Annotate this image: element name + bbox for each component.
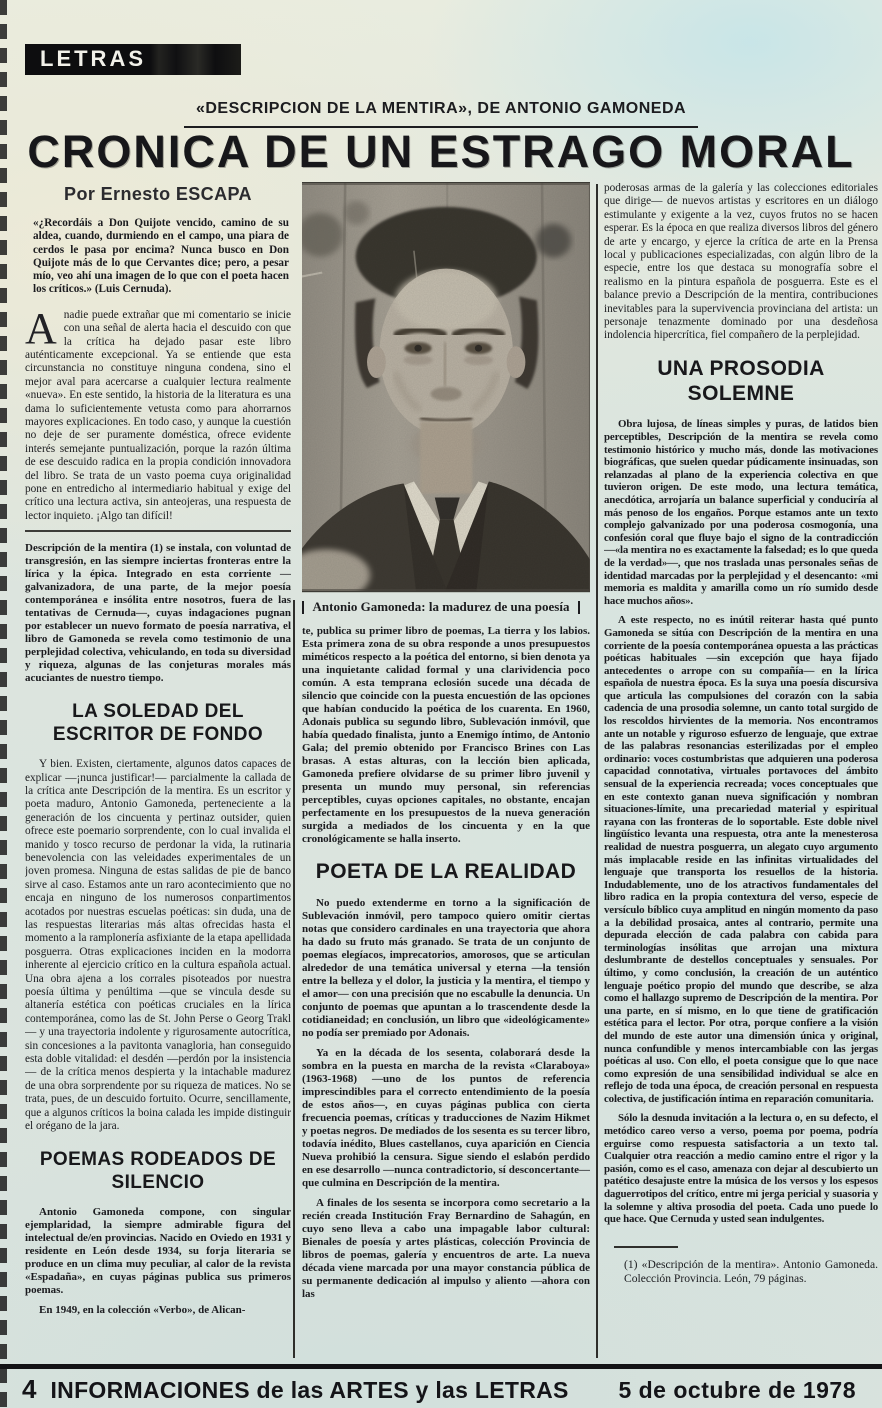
section-label: LETRAS [40, 46, 146, 71]
footnote-rule [614, 1246, 678, 1248]
paragraph: poderosas armas de la galería y las colecciones editoriales que dirige— de nuevos artistas y escritores en un diálogo estimulante y exigente a la vez, cuyos frutos no se hacen esperar. Es la época en que realiza diversos libros del género de arte y encargo, y ejerce la crítica de arte en la Prensa local y publicaciones especializadas, con algún libro de la especie, entre los que destaca su monografía sobre el realismo en la pintura española de posguerra. Este es el balance previo a Descripción de la mentira, contribuciones inevitables para la supervivencia provinciana del artista: un personaje tenazmente dominado por una desdeñosa indolencia hipercrítica, fiel compañero de la perplejidad. [604, 182, 878, 342]
photo-caption-text: Antonio Gamoneda: la madurez de una poesía [312, 599, 570, 614]
headline: CRONICA DE UN ESTRAGO MORAL [27, 126, 855, 177]
paragraph: Descripción de la mentira (1) se instala, con voluntad de transgresión, en las siempre inciertas fronteras entre la lírica y la épica. Integrado en esta corriente —galvanizadora, de una parte, de la mejor poesía contemporánea e insólita entre nosotros, fuera de las tentativas de Cernuda—, cuyas indagaciones pugnan por establecer un nuevo formato de poesía narrativa, el libro de Gamoneda se revela como testimonio de una perplejidad colectiva, vehiculando, en toda su diversidad y riqueza, algunas de las conjeturas morales más acuciantes de nuestro tiempo. [25, 542, 291, 685]
column-divider-rule [25, 530, 291, 532]
column-middle [302, 182, 590, 1360]
epigraph-quote: «¿Recordáis a Don Quijote vencido, camino de su aldea, cuando, durmiendo en el campo, una piara de cerdos le pasa por encima? Nunca busco en Don Quijote más de lo que Cervantes dice; pero, a pesar mío, veo ahí una imagen de lo que con el poeta hacen los críticos.» (Luis Cernuda). [33, 217, 289, 296]
paragraph: Y bien. Existen, ciertamente, algunos datos capaces de explicar —¡nunca justificar!— parcialmente la callada de la crítica ante Descripción de la mentira. Es un escritor y poeta maduro, Antonio Gamoneda, perteneciente a la generación de los cincuenta y pertinaz outsider, quien ofrece este poemario sorprendente, con lo cual invalida el manido y tosco recurso de perdonar la vida, la rutinaria benevolencia con las veleidades experimentales de un joven promesa. Ninguna de estas salidas de pie de banco sirve al caso. Estamos ante un raro acontecimiento que no encaja en ninguno de los numerosos conpartimentos acotados por nuestras escuelas poéticas: sin duda, una de las respuestas literarias más altas ofrecidas hasta el momento a la ramplonería asfixiante de la etapa apellidada posguerra. Otras explicaciones inciden en la modorra inherente al ejercicio crítico en la cultura española actual. Una obra ajena a los corrales pisoteados por nuestra poesía última y penúltima —que se vincula desde su altanería estética con poéticas cruciales en la lírica contemporánea, como las de St. John Perse o Georg Trakl— y una trayectoria indolente y rigurosamente autocrítica, sin concesiones a la pavitonta vanagloria, han conseguido esta doble vitalidad: el desdén —perdón por la insistencia— de la crítica menos despierta y la intachable madurez de una obra sorprendente por su riqueza de matices. No se trata, pues, de un descuido fortuito. Ocurre, sencillamente, que a algunos críticos la boina calada les impide distinguir el orégano de la jara. [25, 758, 291, 1133]
section-label-box [25, 44, 241, 75]
paragraph: Sólo la desnuda invitación a la lectura o, en su defecto, el metódico careo verso a verso, poema por poema, podría erguirse como respuesta satisfactoria a un texto tal. Cualquier otra reacción a medio camino entre el rigor y la pasión, como es el caso, amenaza con dejar al descubierto un patético desajuste entre la música de los versos y los espesos daguerrotipos del crítico, entre mi jerga pericial y suasoria y la solemne y altiva prosodia del poeta. Cada uno puede lo que hace. Que Cernuda y usted sean indulgentes. [604, 1112, 878, 1226]
paragraph-lead [25, 303, 291, 524]
column-rule-right [596, 184, 598, 1358]
section-heading-prosodia: UNA PROSODIA SOLEMNE [657, 356, 825, 405]
paragraph: A este respecto, no es inútil reiterar hasta qué punto Gamoneda se sitúa con Descripción de la mentira en una corriente de la poesía contemporánea opuesta a las prácticas poéticas habituales —sin excepción que haya fijado antecedentes o arrope con su compañía— en la lírica española de nuestra época. Es la suya una poesía discursiva que articula las compulsiones del corazón con la sabia cadencia de una prosodia solemne, un canto total surgido de los rescoldos hirvientes de la memoria. Nos encontramos ante un notable y riguroso esfuerzo de lenguaje, que extrae de las palabras resonancias esterilizadas por el empleo ordinario: voces costumbristas que adquieren una poderosa capacidad connotativa, virtuales portavoces del ámbito sensual de la experiencia recreada; voces conceptuales que en este contexto ganan nueva significación y nombran situaciones-límite, una precariedad material y espiritual rayana con las fronteras de lo soportable. Este doble nivel lingüístico levanta una respuesta, otra ante la menesterosa realidad de nuestra posguerra, un alegato cuyo argumento más implacable reside en las infinitas virtualidades del lenguaje que transporta los resuellos de la historia. Indudablemente, uno de los atractivos fundamentales del libro radica en la propia contextura del verso, especie de versículo bíblico cuya amplitud en ningún momento da paso a la debilidad prosaica, antes al contrario, permite una depurada elección de cada palabra con cabida para terminologías insólitas que arrojan una mixtura deslumbrante de destellos conceptuales y sensuales. Por último, y como conclusión, la creación de un auténtico lenguaje poético propio del mundo que describe, se alza como el hallazgo supremo de Descripción de la mentira. Por una parte, en sí mismo, en lo que tiene de gratificación estética para el lector. Por otra, porque confiere a la visión del mundo de este autor una dimensión única y original, nunca confundible y menos intercambiable con las jergas poéticas al uso. Con ello, el poeta consigue que lo que nace como expresión de una sensibilidad individual se alce en reflejo de toda una época, de creación personal en respuesta colectiva, de justificación íntima en reparación comunitaria. [604, 614, 878, 1105]
publication-name: INFORMACIONES de las ARTES y las LETRAS [50, 1377, 569, 1403]
paragraph: En 1949, en la colección «Verbo», de Alican- [39, 1304, 246, 1317]
paragraph: A finales de los sesenta se incorpora como secretario a la recién creada Institución Fray Bernardino de Sahagún, en cuyo seno lleva a cabo una impagable labor cultural: Bienales de poesía y artes plásticas, colección Provincia de libros de poemas, galería y encuentros de arte. La nueva década viene marcada por una mayor constancia pública de su permanente dedicación al impulso y aliento —ahora con las [302, 1196, 590, 1300]
column-right [604, 182, 878, 1360]
caption-right-tick [578, 601, 580, 614]
column-right-flow [604, 182, 878, 1232]
paragraph-lead-text: nadie puede extrañar que mi comentario se inicie con una señal de alerta hacia el descuido con que la crítica ha dejado pasar este libro auténticamente excepcional. Ya se entiende que esta circunstancia no constituye ninguna condena, sino el mejor aval para acercarse a cualquier lectura realmente «nueva». En este sentido, la historia de la literatura es una dama lo suficientemente vetusta como para ahorrarnos mayores explicaciones. En todo caso, y aunque la cuestión no deje de ser puramente doméstica, ofrece evidente interés semejante puntualización, porque la razón última de ese descuido radica en la propia condición innovadora del libro. Se trata de un vasto poema cuya originalidad pone en entredicho al intermediario habitual y exige del crítico una lectura activa, sin anteojeras, una respuesta de lector inquieto. ¡Algo tan difícil! [25, 308, 291, 522]
paragraph: te, publica su primer libro de poemas, La tierra y los labios. Esta primera zona de su obra responde a unos presupuestos miméticos respecto a la poética del entorno, si bien denota ya una inquietante calidad formal y una clarividencia poco común. A esta temprana eclosión sucede una década de silencio que coincide con la puesta encuestión de las opciones que habían conducido la poética de los cuarenta. En 1960, Adonais publica su segundo libro, Sublevación inmóvil, que había quedado finalista, junto a Enemigo íntimo, de Antonio Gala; del premio obtenido por Francisco Brines con Las brasas. A estas alturas, con la lección bien aplicada, Gamoneda prefiere olvidarse de su primer libro juvenil y presenta un mundo muy personal, sin referencias perceptibles, cuyas opciones capitales, no obstante, encajan perfectamente en los presupuestos de la nueva generación surgida a mediados de los cincuenta y en la que cronológicamente se halla inserto. [302, 625, 590, 845]
kicker: «DESCRIPCION DE LA MENTIRA», DE ANTONIO GAMONEDA [184, 100, 698, 128]
footer-rule [0, 1364, 882, 1369]
footer-left [22, 1374, 569, 1405]
section-heading-poemas: POEMAS RODEADOS DE SILENCIO [39, 1149, 277, 1193]
footnote: (1) «Descripción de la mentira». Antonio Gamoneda. Colección Provincia. León, 79 páginas. [624, 1258, 878, 1286]
caption-left-tick [302, 601, 304, 614]
scan-edge-texture [0, 0, 7, 1408]
section-heading-soledad: LA SOLEDAD DEL ESCRITOR DE FONDO [52, 701, 264, 745]
portrait-illustration [302, 183, 590, 591]
byline: Por Ernesto ESCAPA [64, 184, 252, 204]
portrait-photo [302, 182, 590, 592]
section-heading-poeta: POETA DE LA REALIDAD [315, 860, 577, 883]
paragraph: No puedo extenderme en torno a la significación de Sublevación inmóvil, pero tampoco quiero omitir ciertas notas que considero cardinales en una trayectoria que ahora ha dado su fruto más granado. Se trata de un conjunto de poemas elegíacos, imprecatorios, amorosos, que se articulan alrededor de una temática universal y eterna —la tensión entre la belleza y el dolor, la justicia y la mentira, el tiempo y el amor— con una precisión que no escabulle la denuncia. Un conjunto de poemas que apuntan a lo trascendente desde la cotidianeidad; en conclusión, un libro que «ideológicamente» no podía ser premiado por Adonais. [302, 896, 590, 1039]
photo-caption [302, 599, 590, 615]
drop-cap: A [25, 303, 57, 353]
kicker-row [0, 100, 882, 128]
paragraph: Obra lujosa, de líneas simples y puras, de latidos bien perceptibles, Descripción de la mentira se revela como testimonio histórico y mucho más, donde las motivaciones biográficas, que suelen quedar púdicamente insinuadas, son relanzadas al plano de la experiencia colectiva en que tuvieron origen. De este modo, una lectura temática, anecdótica, arrojaría un balance superficial y conduciría al más penoso de los engaños. Porque estamos ante un texto complejo galvanizado por una poderosa cosmogonía, una confesión coral que fluye bajo el signo de la contradicción —«la mentira no es exactamente la falsedad; es lo que queda de la verdad»—, que nos traslada unas personales señas de identidad marcadas por la perplejidad y el desencanto: «mi memoria es maldita y amarilla como un río sumido desde hace muchos años». [604, 418, 878, 607]
column-left [25, 182, 291, 1360]
page-number: 4 [22, 1374, 37, 1404]
footer [0, 1372, 882, 1405]
issue-date: 5 de octubre de 1978 [618, 1377, 856, 1403]
paragraph: Antonio Gamoneda compone, con singular ejemplaridad, la siempre admirable figura del intelectual de/en provincias. Nacido en Oviedo en 1931 y residente en León desde 1934, su forja literaria se produce en un clima muy peculiar, al calor de la revista «Espadaña», en cuyas páginas publica sus primeros poemas. [25, 1206, 291, 1297]
column-rule-left [293, 600, 295, 1358]
paragraph: Ya en la década de los sesenta, colaborará desde la sombra en la puesta en marcha de la revista «Claraboya» (1963-1968) —uno de los puntos de referencia imprescindibles para el correcto entendimiento de la poesía de estos años—, en cuyas páginas publica con cierta frecuencia poemas, críticas y traducciones de Nazim Hikmet y poetas negros. De mediados de los sesenta es su tercer libro, todavía inédito, Blues castellanos, cuya aparición en Ciencia Nueva prohibió la censura. Sigue siendo el eslabón perdido en ese desarrollo —nunca contradictorio, sí desconcertante— que culmina en Descripción de la mentira. [302, 1046, 590, 1189]
